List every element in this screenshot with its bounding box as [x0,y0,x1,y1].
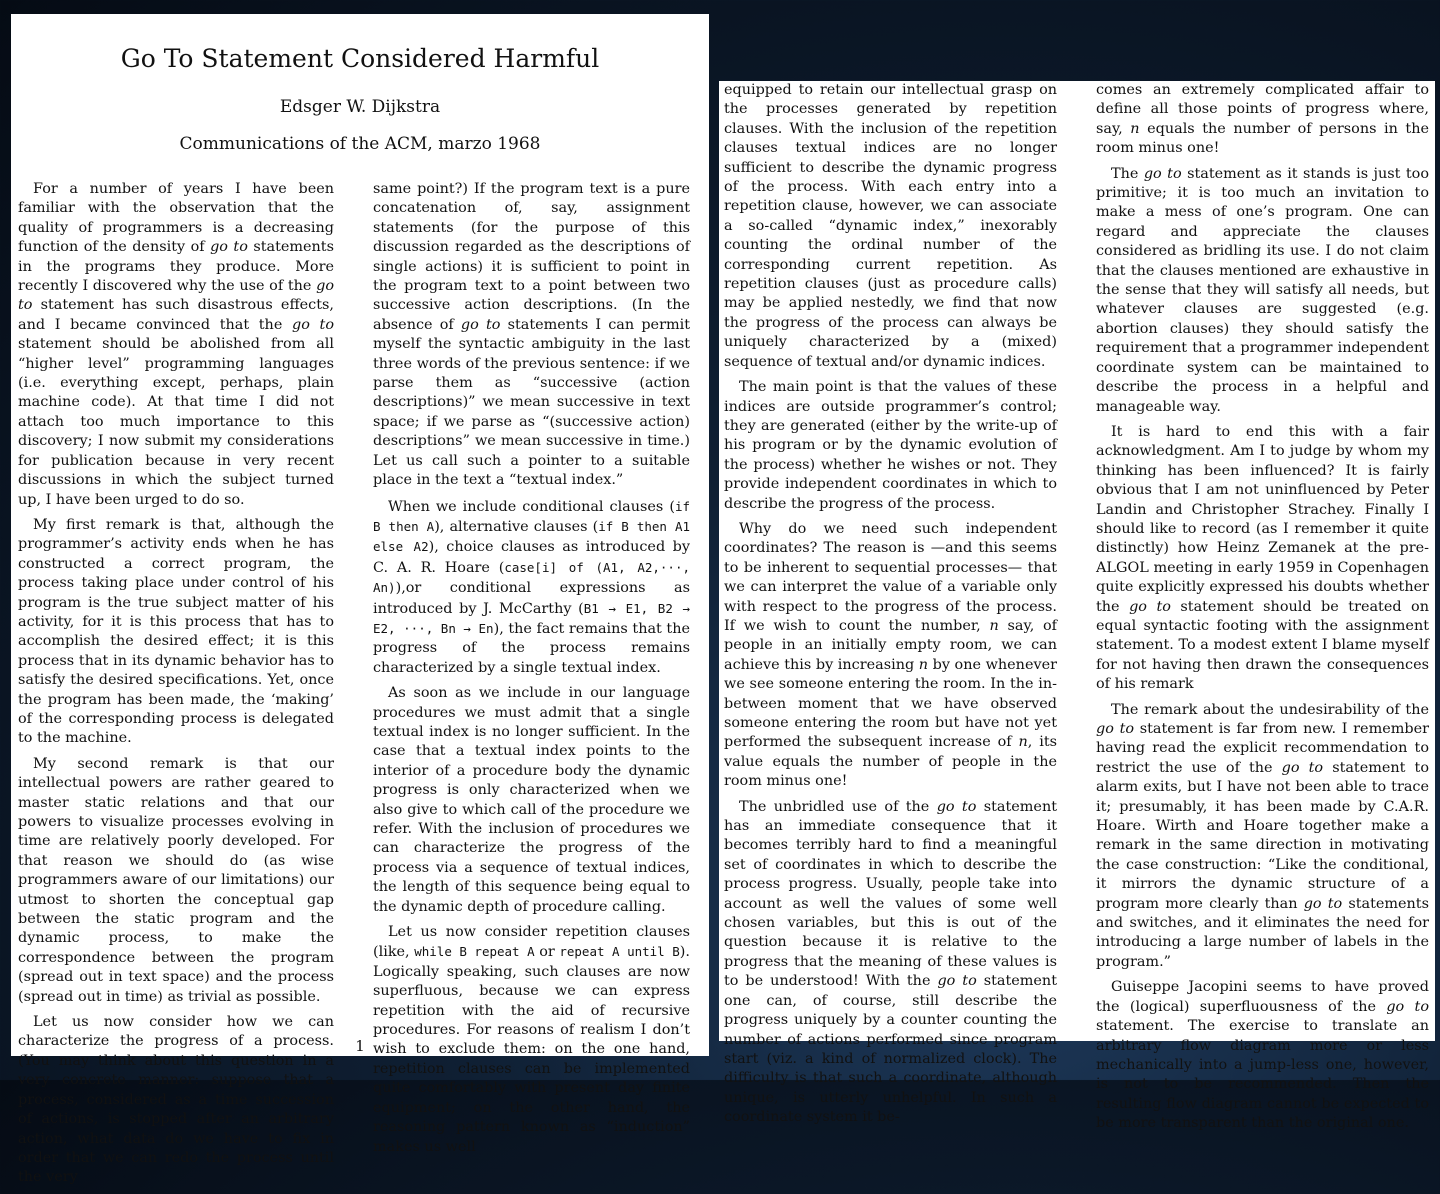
paragraph: The go to statement as it stands is just too primitive; it is too much an invitation to make a mess of one’s program. One can regard and appreciate the clauses considered as bridling its use. I do not claim that the clauses mentioned are exhaustive in the sense that they will satisfy all needs, but whatever clauses are suggested (e.g. abortion clauses) they should satisfy the requirement that a programmer independent coordinate system can be maintained to describe the process in a helpful and manageable way. [1096,165,1429,415]
code-snippet: case[i] of (A1, A2,···, An) [373,559,690,596]
paper-title: Go To Statement Considered Harmful [120,44,600,73]
page-number: 1 [355,1037,365,1055]
paragraph: The remark about the undesirability of the go to statement is far from new. I remember having read the explicit recommendation to restrict the use of the go to statement to alarm exits, but I have not been able to trace it; presumably, it has been made by C.A.R. Hoare. Wirth and Hoare together make a remark in the same direction in motivating the case construction: “Like the conditional, it mirrors the dynamic structure of a program more clearly than go to statements and switches, and it eliminates the need for introducing a large number of labels in the program.” [1096,701,1429,970]
paragraph: equipped to retain our intellectual grasp on the processes generated by repetition clauses. With the inclusion of the repetition clauses textual indices are no longer sufficient to describe the dynamic progress of the process. With each entry into a repetition clause, however, we can associate a so-called “dynamic index,” inexorably counting the ordinal number of the corresponding current repetition. As repetition clauses (just as procedure calls) may be applied nestedly, we find that now the progress of the process can always be uniquely characterized by a (mixed) sequence of textual and/or dynamic indices. [724,82,1057,370]
paragraph: Guiseppe Jacopini seems to have proved the (logical) superfluousness of the go to statement. The exercise to translate an arbitrary flow diagram more or less mechanically into a jump-less one, however, is not to be recommended. Then the resulting flow diagram cannot be expected to be more transparent than the original one. [1096,979,1429,1132]
emphasis: go to [1143,165,1182,182]
paper-page-1 [11,14,709,1186]
paragraph: As soon as we include in our language procedures we must admit that a single textual index is no longer sufficient. In the case that a textual index points to the interior of a procedure body the dynamic progress is only characterized when we also give to which call of the procedure we refer. With the inclusion of procedures we can characterize the progress of the process via a sequence of textual indices, the length of this sequence being equal to the dynamic depth of procedure calling. [373,685,690,915]
variable: n [1018,734,1028,751]
paragraph: Let us now consider repetition clauses (like, while B repeat A or repeat A until B). Logically speaking, such clauses are now superfluous, because we can express repetition with the aid of recursive procedures. For reasons of realism I don’t wish to exclude them: on the one hand, repetition clauses can be implemented quite comfortably with present day finite equipment; on the other hand, the reasoning pattern known as “induction” makes us well [373,924,690,1155]
paragraph: It is hard to end this with a fair acknowledgment. Am I to judge by whom my thinking has been influenced? It is fairly obvious that I am not uninfluenced by Peter Landin and Christopher Strachey. Finally I should like to record (as I remember it quite distinctly) how Heinz Zemanek at the pre-ALGOL meeting in early 1959 in Copenhagen quite explicitly expressed his doubts whether the go to statement should be treated on equal syntactic footing with the assignment statement. To a modest extent I blame myself for not having then drawn the consequences of his remark [1096,423,1429,693]
paragraph: Why do we need such independent coordinates? The reason is —and this seems to be inherent to sequential processes— that we can interpret the value of a variable only with respect to the progress of the process. If we wish to count the number, n say, of people in an initially empty room, we can achieve this by increasing n by one whenever we see someone entering the room. In the in-between moment that we have observed someone entering the room but have not yet performed the subsequent increase of n, its value equals the number of people in the room minus one! [724,520,1058,790]
emphasis: go to [460,316,501,333]
paragraph: same point?) If the program text is a pure concatenation of, say, assignment statements (for the purpose of this discussion regarded as the descriptions of single actions) it is sufficient to point in the program text to a point between two successive action descriptions. (In the absence of go to statements I can permit myself the syntactic ambiguity in the last three words of the previous sentence: if we parse them as “successive (action descriptions)” we mean successive in text space; if we parse as “(successive action) descriptions” we mean successive in time.) Let us call such a pointer to a suitable place in the text a “textual index.” [373,181,690,489]
code-snippet: if B then A [373,498,690,534]
text-column-3 [724,81,1057,1134]
emphasis: go to [937,973,977,990]
paragraph: My first remark is that, although the programmer’s activity ends when he has constructed a correct program, the process taking place under control of his program is the true subject matter of his activity, for it is this process that has to accomplish the desired effect; it is this process that in its dynamic behavior has to satisfy the desired specifications. Yet, once the program has been made, the ‘making’ of the corresponding process is delegated to the machine. [18,516,334,747]
author-name: Edsger W. Dijkstra [279,97,441,117]
paragraph: When we include conditional clauses (if B then A), alternative clauses (if B then A1 else A2), choice clauses as introduced by C. A. R. Hoare (case[i] of (A1, A2,···, An)),or conditional expressions as introduced by J. McCarthy (B1 → E1, B2 → E2, ···, Bn → En), the fact remains that the progress of the process remains characterized by a single textual index. [373,498,691,676]
paragraph: The main point is that the values of these indices are outside programmer’s control; they are generated (either by the write-up of his program or by the dynamic evolution of the process) whether he wishes or not. They provide independent coordinates in which to describe the progress of the process. [724,379,1057,512]
code-snippet: if B then A1 else A2 [373,518,690,555]
emphasis: go to [1386,998,1429,1015]
paragraph: For a number of years I have been familiar with the observation that the quality of programmers is a decreasing function of the density of go to statements in the programs they produce. More recently I discovered why the use of the go to statement has such disastrous effects, and I became convinced that the go to statement should be abolished from all “higher level” programming languages (i.e. everything except, perhaps, plain machine code). At that time I did not attach too much importance to this discovery; I now submit my considerations for publication because in very recent discussions in which the subject turned up, I have been urged to do so. [18,181,334,508]
paragraph: My second remark is that our intellectual powers are rather geared to master static relations and that our powers to visualize processes evolving in time are relatively poorly developed. For that reason we should do (as wise programmers aware of our limitations) our utmost to shorten the conceptual gap between the static program and the dynamic process, to make the correspondence between the program (spread out in text space) and the process (spread out in time) as trivial as possible. [18,755,334,1005]
emphasis: go to [936,798,977,815]
variable: n [918,656,929,673]
emphasis: go to [1281,759,1324,776]
paragraph: The unbridled use of the go to statement has an immediate consequence that it becomes terribly hard to find a meaningful set of coordinates in which to describe the process progress. Usually, people take into account as well the values of some well chosen variables, but this is out of the question because it is relative to the progress that the meaning of these values is to be understood! With the go to statement one can, of course, still describe the progress uniquely by a counter counting the number of actions performed since program start (viz. a kind of normalized clock). The difficulty is that such a coordinate, although unique, is utterly unhelpful. In such a coordinate system it be- [724,798,1057,1126]
text-column-4 [1096,81,1429,1140]
emphasis: go to [210,239,248,256]
code-snippet: while B repeat A [414,944,535,960]
emphasis: go to [1096,721,1135,737]
code-snippet: repeat A until B [559,944,680,960]
emphasis: go to [292,316,334,333]
emphasis: go to [1303,895,1343,912]
text-column-2 [373,180,690,1163]
publication-venue: Communications of the ACM, marzo 1968 [179,134,541,154]
paper-page-2 [719,81,1435,1132]
code-snippet: B1 → E1, B2 → E2, ···, Bn → En [373,600,690,636]
emphasis: go to [1129,598,1171,615]
paragraph: Let us now consider how we can characterize the progress of a process. (You may think about this question in a very concrete manner: suppose that a process, considered as a time succession of actions, is stopped after an arbitrary action, what data do we have to fix in order that we can redo the process until the very [18,1014,334,1186]
emphasis: go to [18,278,334,314]
variable: n [1130,120,1140,137]
paragraph: comes an extremely complicated affair to define all those points of progress where, say, n equals the number of persons in the room minus one! [1096,82,1429,157]
variable: n [989,617,999,634]
